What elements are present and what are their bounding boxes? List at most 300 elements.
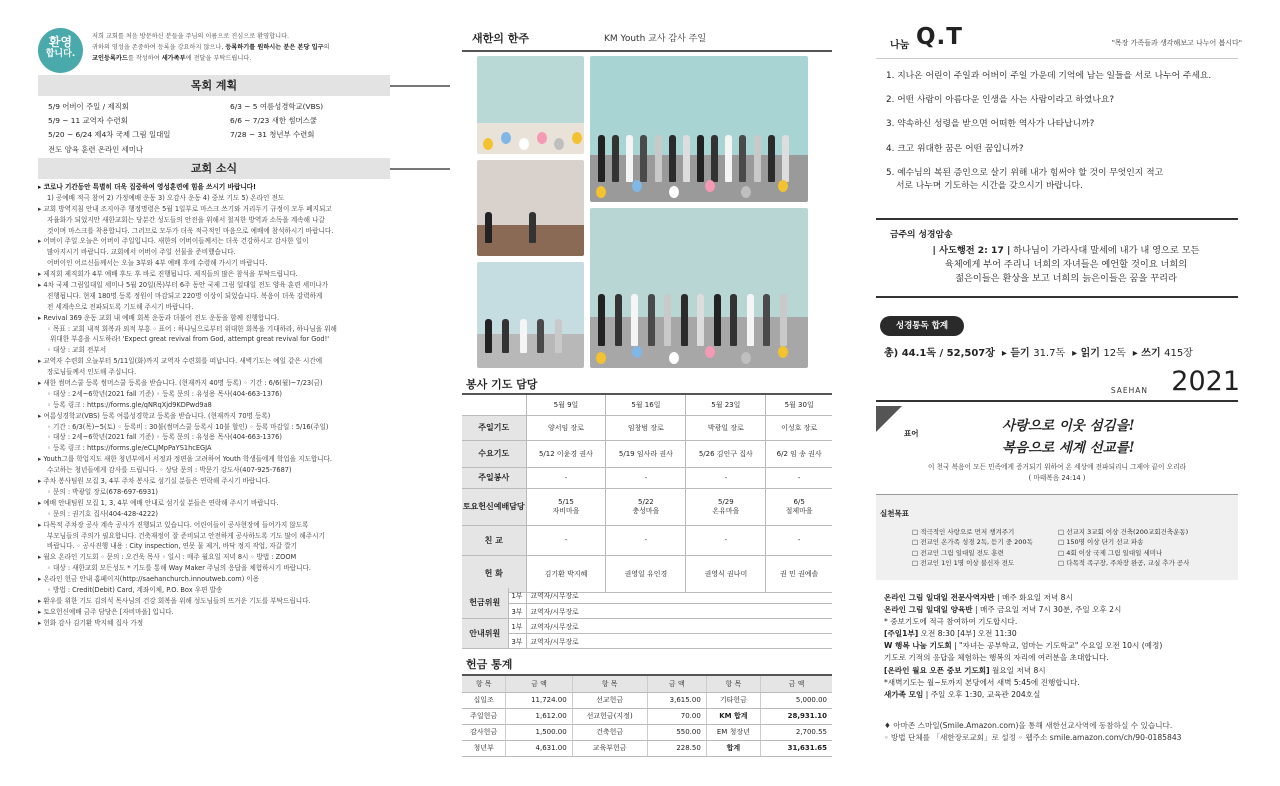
qt-question	[886, 167, 1236, 193]
goal-item: □ 적극적인 사랑으로 먼저 챙겨주기	[912, 528, 1015, 536]
qt-question	[886, 143, 1236, 156]
person-figure	[485, 212, 492, 243]
news-line: ▸ 환우를 위한 기도 김의석 목사님의 건강 회복을 위해 성도님들의 뜨거운 기도를 부탁드립니다.	[38, 596, 311, 605]
prayer-table	[462, 395, 832, 593]
memory-divider	[876, 296, 1238, 298]
prayer-title: 봉사 기도 담당	[466, 378, 538, 391]
right-column	[876, 0, 1242, 786]
qt-divider	[876, 58, 1238, 59]
bible-listen-value: 31.7독	[1033, 348, 1066, 359]
schedule-line	[884, 640, 1240, 652]
welcome-line3-d: 에 전달을 부탁드립니다.	[185, 55, 252, 62]
news-line: ◦ 대상 : 2세~6학년(2021 fall 기준) ◦ 등록 문의 : 유성용 목사(404-663-1376)	[47, 389, 282, 398]
photo-floor	[477, 334, 584, 368]
news-line: ▸ 코로나 기간동안 특별히 더욱 집중하여 영성훈련에 힘을 쓰시기 바랍니다!	[38, 183, 257, 191]
offering-row	[462, 740, 832, 756]
offering-item: 청년부	[462, 740, 506, 756]
offering-amount: 3,615.00	[647, 692, 706, 708]
motto-verse-text: 이 천국 복음이 모든 민족에게 증거되기 위하여 온 세상에 전파되리니 그제야 끝이 오리라	[927, 463, 1187, 471]
schedule-item: 5/20 ~ 6/24 제4차 국제 그림 일대일	[48, 130, 171, 140]
goal-item: □ 전교인 그림 일대일 전도 훈련	[912, 548, 1004, 557]
prayer-row-label: 헌 화	[462, 555, 526, 592]
department-members: 교역자/시무장로	[526, 618, 832, 633]
balloon-icon	[596, 352, 606, 364]
schedule-line-title: [온라인 월요 오픈 중보 기도회]	[884, 665, 990, 675]
person-figure	[780, 294, 787, 345]
news-line: ▸ Youth그룹 학업지도 새한 청년부에서 서정과 정편을 고려하여 Youth 학생들에게 학업을 지도합니다.	[38, 455, 333, 464]
offering-amount: 228.50	[647, 740, 706, 756]
photo-floor	[477, 123, 584, 154]
motto-line1: 사랑으로 이웃 섬김을!	[1002, 418, 1135, 434]
person-figure	[681, 294, 688, 345]
prayer-cell: -	[766, 525, 832, 555]
news-line: ▸ 4차 국제 그림일대일 세미나 5월 20일(목)부터 6주 동안 국제 그림 일대일 전도 양육 훈련 세미나가	[38, 281, 329, 290]
welcome-line3	[92, 53, 442, 64]
prayer-date: 5월 23일	[686, 395, 766, 415]
department-label: 안내위원	[462, 618, 508, 648]
balloon-icon	[705, 346, 715, 358]
offering-item: EM 청장년	[706, 724, 760, 740]
person-figure	[754, 135, 761, 182]
prayer-cell: 5/26 김인구 집사	[686, 440, 766, 467]
goals-row	[912, 558, 1232, 568]
schedule-row	[48, 114, 448, 128]
schedule-item: 5/9 어버이 주일 / 제직회	[48, 102, 129, 111]
event-photo	[590, 208, 808, 368]
news-line: 전 세계속으로 전파되도록 기도해 주시기 바랍니다.	[47, 302, 194, 311]
goals-title: 실천목표	[880, 509, 909, 518]
memory-verse-box	[876, 218, 1238, 294]
news-line: 바랍니다. ◦ 공사진행 내용 : City inspection, 연못 물 제거, 바닥 정지 작업, 자갈 깔기	[47, 542, 297, 551]
person-figure	[626, 135, 633, 182]
schedule-line-text: 기도로 기적의 응답을 체험하는 행복의 자리에 여러분을 초대합니다.	[884, 653, 1109, 663]
balloon-icon	[519, 138, 529, 150]
weekly-schedule	[884, 592, 1240, 701]
welcome-text	[92, 31, 442, 64]
feature-header	[472, 30, 822, 48]
offering-amount: 1,612.00	[506, 708, 572, 724]
year-divider	[876, 400, 1238, 402]
offering-amount: 31,631.65	[760, 740, 832, 756]
schedule-item: 6/6 ~ 7/23 새한 썸머스쿨	[230, 116, 317, 126]
prayer-cell: -	[766, 467, 832, 488]
schedule-line-title: 온라인 그림 일대일 양육반	[884, 605, 973, 615]
news-line: ▸ Revival 369 운동 교회 내 예배 회복 운동과 더불어 전도 운동을 함께 진행합니다.	[38, 313, 280, 322]
offering-amount: 11,724.00	[506, 692, 572, 708]
offering-item: 선교헌금	[572, 692, 647, 708]
left-column	[38, 0, 450, 786]
bible-write-label: ▸ 쓰기	[1132, 348, 1161, 359]
welcome-badge	[38, 28, 83, 73]
year-banner	[1042, 364, 1242, 398]
photo-wall	[477, 56, 584, 123]
motto-block	[876, 406, 1238, 488]
prayer-cell: 이성호 장로	[766, 415, 832, 440]
corner-triangle-icon	[876, 406, 902, 432]
offering-header: 항 목	[462, 676, 506, 692]
department-members: 교역자/시무장로	[526, 588, 832, 603]
news-line: ◦ 기간 : 6/3(목)~5(토) ◦ 등록비 : 30불(썸머스쿨 등록시 10불 할인) ◦ 등록 마감일 : 5/16(주일)	[47, 422, 329, 431]
schedule-line-title: 새가족 모임	[884, 689, 924, 699]
smile-line2: ◦ 방법 단체를 「새한장로교회」로 설정 ◦ 웹주소 smile.amazon.com/ch/90-0185843	[884, 733, 1182, 742]
prayer-cell: -	[526, 525, 606, 555]
goals-row	[912, 527, 1232, 537]
prayer-row-label: 주일봉사	[462, 467, 526, 488]
person-figure	[631, 294, 638, 345]
prayer-cell: 6/5 절제마을	[766, 488, 832, 525]
news-title: 교회 소식	[38, 158, 390, 179]
person-figure	[763, 294, 770, 345]
balloon-icon	[778, 180, 788, 192]
balloon-icon	[483, 138, 493, 150]
department-label: 헌금위원	[462, 588, 508, 618]
news-line: ◦ 문의 : 권기호 집사(404-428-4222)	[47, 509, 158, 518]
balloon-icon	[778, 346, 788, 358]
offering-amount: 4,631.00	[506, 740, 572, 756]
person-figure	[502, 319, 509, 353]
bible-reading-badge: 성경통독 합계	[880, 316, 964, 336]
offering-item: 선교헌금(지정)	[572, 708, 647, 724]
offering-item: 건축헌금	[572, 724, 647, 740]
balloon-icon	[669, 186, 679, 198]
qt-question	[886, 118, 1236, 131]
goal-item: □ 4회 이상 국제 그림 일대일 세미나	[1058, 548, 1163, 557]
news-line: ▸ 여름성경학교(VBS) 등록 여름성경학교 등록을 받습니다. (현재까지 70명 등록)	[38, 411, 271, 420]
schedule-line-text: *새벽기도는 월~토까지 본당에서 새벽 5:45에 진행합니다.	[884, 677, 1080, 687]
offering-amount: 1,500.00	[506, 724, 572, 740]
prayer-row	[462, 555, 832, 592]
prayer-row-label: 친 교	[462, 525, 526, 555]
offering-amount: 28,931.10	[760, 708, 832, 724]
person-figure	[683, 135, 690, 182]
offering-row	[462, 724, 832, 740]
department-row	[462, 588, 832, 603]
schedule-row	[48, 128, 448, 142]
prayer-cell: -	[526, 467, 606, 488]
schedule-item: 5/9 ~ 11 교역자 수련회	[48, 116, 128, 126]
prayer-cell: 박광일 장로	[686, 415, 766, 440]
goal-item: □ 150명 이상 단기 선교 파송	[1058, 538, 1144, 547]
department-table	[462, 588, 832, 649]
qt-title: Q.T	[916, 24, 963, 50]
news-line: 자율화가 되었지만 새한교회는 당분간 성도들의 안전을 위해서 철저한 방역과 소독을 계속해 나갈	[47, 215, 325, 224]
prayer-row	[462, 488, 832, 525]
news-line: 진행됩니다. 현재 180명 등록 정원이 마감되고 220명 이상이 되었습니다. 복음이 더욱 강력하게	[47, 291, 323, 300]
news-line: 1) 공예배 적극 참여 2) 가정예배 운동 3) 오감사 운동 4) 중보 기도 5) 온라인 전도	[47, 193, 285, 202]
person-figure	[664, 294, 671, 345]
news-line: ◦ 대상 : 2세~6학년(2021 fall 기준) ◦ 등록 문의 : 유성용 목사(404-663-1376)	[47, 433, 282, 442]
offering-item: 합계	[706, 740, 760, 756]
department-service: 1부	[508, 588, 526, 603]
person-figure	[711, 135, 718, 182]
welcome-line2-a: 귀하의 영성을 존중하여 등록을 강요하지 않으나,	[92, 44, 226, 51]
news-line: ◦ 방법 : Credit(Debit) Card, 계좌이체, P.O. Box 우편 발송	[47, 585, 223, 594]
news-line: ◦ 목표 : 교회 내적 회복과 외적 부흥 ◦ 표어 : 하나님으로부터 위대한 회복을 기대하라, 하나님을 위해	[47, 324, 337, 333]
prayer-row	[462, 525, 832, 555]
schedule-line	[884, 677, 1240, 689]
offering-header: 금 액	[760, 676, 832, 692]
news-line: ▸ 어버이 주일 오늘은 어버이 주일입니다. 새한의 어버이들께서는 더욱 건강하시고 감사한 일이	[38, 237, 309, 246]
goals-row	[912, 548, 1232, 558]
memory-line1-text: 하나님이 가라사대 말세에 내가 내 영으로 모든	[1010, 245, 1200, 256]
qt-question	[886, 94, 1236, 107]
schedule-line-text: 오전 8:30 [4부] 오전 11:30	[918, 629, 1017, 639]
news-line: ◦ 등록 링크 : https://forms.gle/qNRqXjd9KDPwd9a8	[47, 400, 212, 409]
welcome-badge-line2: 합니다.	[45, 49, 76, 59]
schedule-item: 7/28 ~ 31 청년부 수련회	[230, 130, 315, 140]
person-figure	[714, 294, 721, 345]
offering-title: 헌금 통계	[466, 658, 513, 671]
welcome-block	[38, 28, 450, 72]
offering-item: KM 합계	[706, 708, 760, 724]
person-figure	[612, 135, 619, 182]
department-service: 3부	[508, 603, 526, 618]
person-figure	[640, 135, 647, 182]
offering-amount: 70.00	[647, 708, 706, 724]
schedule-line	[884, 665, 1240, 677]
church-name-label: SAEHAN	[1110, 386, 1148, 395]
department-row	[462, 618, 832, 633]
offering-header: 항 목	[706, 676, 760, 692]
news-line: ◦ 대상 : 새한교회 모든성도 * 기도를 통해 Way Maker 주님의 응답을 체험하시기 바랍니다.	[47, 564, 311, 573]
person-figure	[529, 212, 536, 243]
bible-write-value: 415장	[1164, 348, 1193, 359]
feature-title: 새한의 한주	[472, 32, 529, 45]
news-line: 장로님들께서 인도해 주십니다.	[47, 368, 137, 377]
schedule-line	[884, 616, 1240, 628]
memory-title: 금주의 성경암송	[890, 230, 953, 240]
person-figure	[648, 294, 655, 345]
offering-item: 기타헌금	[706, 692, 760, 708]
prayer-cell: 임창범 장로	[606, 415, 686, 440]
qt-question-text: 5. 예수님의 복된 증인으로 살기 위해 내가 힘써야 할 것이 무엇인지 적고	[886, 167, 1164, 178]
prayer-cell: 5/19 임사라 권사	[606, 440, 686, 467]
news-line: ◦ 문의 : 박광일 장로(678-697-6931)	[47, 487, 158, 496]
prayer-cell: -	[606, 467, 686, 488]
memory-line2: 육체에게 부어 주리니 너희의 자녀들은 예언할 것이요 너희의	[944, 259, 1188, 270]
department-row	[462, 603, 832, 618]
prayer-cell: 권영일 유인경	[606, 555, 686, 592]
offering-amount: 550.00	[647, 724, 706, 740]
person-figure	[615, 294, 622, 345]
schedule-line-text: 월요일 저녁 8시	[989, 665, 1046, 675]
news-line: ◦ 등록 링크 : https://forms.gle/eCLJMpPaYS1hcEGJA	[47, 444, 212, 453]
goal-item: □ 전교인 온가족 성경 2독, 듣기 중 200독	[912, 538, 1033, 547]
middle-column	[462, 0, 832, 786]
news-line: ▸ 온라인 헌금 안내 홈페이지(http://saehanchurch.innoutweb.com) 이용	[38, 575, 260, 584]
offering-amount: 5,000.00	[760, 692, 832, 708]
pastoral-title: 목회 계획	[38, 75, 390, 96]
goal-item: □ 전교인 1인 1명 이상 불신자 전도	[912, 559, 1015, 568]
feature-subtitle: KM Youth 교사 감사 주일	[604, 34, 707, 44]
prayer-row-label: 수요기도	[462, 440, 526, 467]
schedule-item	[230, 143, 440, 157]
schedule-line	[884, 592, 1240, 604]
prayer-header-row	[462, 395, 832, 415]
news-line: ▸ 다목적 주차장 공사 계속 공사가 진행되고 있습니다. 어린이들이 공사현장에 들어가지 않도록	[38, 520, 309, 529]
schedule-line-text: | 매주 화요일 저녁 8시	[994, 593, 1073, 602]
schedule-item: 6/3 ~ 5 여름성경학교(VBS)	[230, 102, 324, 111]
prayer-cell: -	[686, 525, 766, 555]
news-line: ▸ 교역자 수련회 오늘부터 5/11일(화)까지 교역자 수련회를 떠납니다. 새벽기도는 예일 같은 시간에	[38, 357, 323, 366]
person-figure	[669, 135, 676, 182]
memory-text	[896, 244, 1236, 286]
prayer-date: 5월 9일	[526, 395, 606, 415]
schedule-line	[884, 689, 1240, 701]
welcome-line2-c: 의	[323, 44, 330, 51]
person-figure	[739, 135, 746, 182]
event-photo	[477, 262, 584, 368]
bible-listen-label: ▸ 듣기	[1001, 348, 1030, 359]
motto-verse-ref: ( 마태복음 24:14 )	[1028, 474, 1086, 482]
photo-wall	[477, 262, 584, 334]
offering-item: 감사헌금	[462, 724, 506, 740]
offering-header-row	[462, 676, 832, 692]
person-figure	[697, 294, 704, 345]
qt-question-list	[886, 70, 1236, 204]
person-figure	[555, 319, 562, 353]
offering-item: 주일헌금	[462, 708, 506, 724]
news-line: ▸ 헌화 감사 김기환 박지혜 집사 가정	[38, 618, 144, 627]
prayer-row	[462, 467, 832, 488]
news-line: ▸ 주차 봉사팀원 모집 3, 4부 주차 봉사로 섬기실 분들은 연락해 주시기 바랍니다.	[38, 477, 271, 486]
news-line: 부모님들의 주의가 필요합니다. 건축재정이 잘 준비되고 안전하게 공사하도록 기도 많이 해주시기	[47, 531, 325, 540]
bible-read-value: 12독	[1103, 348, 1126, 359]
qt-question-text: 4. 크고 위대한 꿈은 어떤 꿈입니까?	[886, 143, 1024, 154]
prayer-cell: -	[606, 525, 686, 555]
prayer-cell: -	[686, 467, 766, 488]
offering-header: 금 액	[647, 676, 706, 692]
prayer-cell: 권영식 권나미	[686, 555, 766, 592]
event-photo	[477, 160, 584, 256]
news-line: 많아지시기 바랍니다. 교회에서 어버이 주일 선물을 준비했습니다.	[47, 248, 236, 257]
qt-prefix: 나눔	[890, 40, 910, 51]
event-photo	[477, 56, 584, 154]
prayer-cell: 6/2 임 송 권사	[766, 440, 832, 467]
schedule-line-text: | 매주 금요일 저녁 7시 30분, 주일 오후 2시	[972, 605, 1122, 615]
schedule-line	[884, 604, 1240, 616]
amazon-smile-notice	[884, 720, 1240, 744]
motto-verse	[876, 462, 1238, 484]
prayer-cell: 5/15 자비마을	[526, 488, 606, 525]
news-line: ▸ 예배 안내팀원 모집 1, 3, 4부 예배 안내로 섬기실 분들은 연락해 주시기 바랍니다.	[38, 498, 279, 507]
welcome-line2	[92, 42, 442, 53]
prayer-date: 5월 16일	[606, 395, 686, 415]
offering-row	[462, 708, 832, 724]
person-figure	[537, 319, 544, 353]
welcome-line3-c: 새가족부	[161, 55, 186, 62]
person-figure	[747, 294, 754, 345]
feature-divider	[462, 50, 832, 52]
goal-item: □ 다목적 족구장, 주차장 완공, 교실 추가 공사	[1058, 559, 1190, 568]
goal-item: □ 선교지 3교회 이상 건축(200교회건축운동)	[1058, 528, 1189, 536]
news-line: ▸ 토요헌신예배 금주 담당은 [자비마을] 입니다.	[38, 607, 174, 616]
smile-line1: ♦ 아마존 스마일(Smile.Amazon.com)을 통해 새한선교사역에 동참하실 수 있습니다.	[884, 721, 1173, 730]
schedule-line	[884, 652, 1240, 664]
offering-item: 십일조	[462, 692, 506, 708]
person-figure	[655, 135, 662, 182]
year-value: 2021	[1171, 366, 1240, 397]
goals-box	[876, 494, 1238, 580]
news-line: ▸ 교회 방역지침 안내 조지아주 행정명령은 5월 1일부로 마스크 쓰기와 거리두기 규정이 모두 폐지되고	[38, 204, 332, 213]
news-line: 수고하는 청년들에게 감사를 드립니다. ◦ 상담 문의 : 박문기 강도사(407-925-7687)	[47, 466, 292, 475]
schedule-item: 전도 양육 훈련 온라인 세미나	[48, 144, 144, 154]
news-line: ◦ 대상 : 교회 전부서	[47, 346, 107, 355]
schedule-line-text: * 중보기도에 적극 참여하여 기도합시다.	[884, 617, 1018, 627]
qt-header	[890, 24, 1242, 54]
qt-question	[886, 70, 1236, 83]
person-figure	[725, 135, 732, 182]
prayer-cell: 권 민 권예솔	[766, 555, 832, 592]
offering-row	[462, 692, 832, 708]
welcome-line3-a: 교인등록카드	[92, 55, 128, 62]
schedule-row	[48, 100, 448, 114]
goals-row	[912, 537, 1232, 547]
pastoral-schedule	[48, 100, 448, 157]
offering-amount: 2,700.55	[760, 724, 832, 740]
balloon-icon	[669, 352, 679, 364]
welcome-line2-b: 등록하기를 원하시는 분은 본당 입구	[225, 44, 324, 51]
person-figure	[598, 135, 605, 182]
offering-header: 항 목	[572, 676, 647, 692]
schedule-line-text: | 주일 오후 1:30, 교육관 204호실	[923, 689, 1041, 699]
person-figure	[485, 319, 492, 353]
prayer-row-label: 주일기도	[462, 415, 526, 440]
motto-line2: 복음으로 세계 선교를!	[1002, 440, 1135, 456]
qt-question-continued: 서로 나누며 기도하는 시간을 갖으시기 바랍니다.	[896, 180, 1083, 191]
schedule-line-text: | "자녀는 공부학교, 엄마는 기도학교" 수요일 오전 10시 (예정)	[951, 641, 1163, 651]
prayer-cell: 양서임 장로	[526, 415, 606, 440]
schedule-row	[48, 143, 448, 157]
welcome-line3-b: 를 작성하여	[127, 55, 162, 62]
news-line: ▸ 제직회 제직회가 4부 예배 후도 후 바로 진행됩니다. 제직들의 많은 참석을 부탁드립니다.	[38, 270, 298, 279]
schedule-line-title: [주일1부]	[884, 629, 919, 639]
prayer-cell: 김기환 박지혜	[526, 555, 606, 592]
person-figure	[598, 294, 605, 345]
balloon-icon	[596, 186, 606, 198]
news-line: 것이며 마스크를 착용합니다. 그러므로 모두가 더욱 적극적인 마음으로 예배에 참석하시기 바랍니다.	[47, 226, 334, 235]
offering-header: 금 액	[506, 676, 572, 692]
balloon-icon	[537, 132, 547, 144]
schedule-line-title: 온라인 그림 일대일 전문사역자반	[884, 593, 995, 602]
balloon-icon	[705, 180, 715, 192]
prayer-header-blank	[462, 395, 526, 415]
prayer-date: 5월 30일	[766, 395, 832, 415]
person-figure	[730, 294, 737, 345]
prayer-row-label: 토요헌신예배담당	[462, 488, 526, 525]
church-news	[38, 182, 450, 629]
prayer-cell: 5/12 이윤경 권사	[526, 440, 606, 467]
bible-total: 총) 44.1독 / 52,507장	[884, 348, 995, 359]
person-figure	[520, 319, 527, 353]
motto-label: 표어	[904, 429, 919, 438]
qt-question-text: 3. 약속하신 성령을 받으면 어떠한 역사가 나타납니까?	[886, 119, 1095, 130]
event-photo	[590, 56, 808, 202]
department-members: 교역자/시무장로	[526, 633, 832, 648]
balloon-icon	[501, 132, 511, 144]
qt-note: "목장 가족들과 생각해보고 나누어 봅시다"	[1111, 39, 1242, 47]
person-figure	[697, 135, 704, 182]
department-service: 3부	[508, 633, 526, 648]
news-line: 위대한 부흥을 시도하라! 'Expect great revival from God, attempt great revival for God!'	[50, 335, 330, 344]
goals-grid	[912, 527, 1232, 569]
qt-question-text: 1. 지나온 어린이 주일과 어버이 주일 가운데 기억에 남는 일들을 서로 나누어 주세요.	[886, 71, 1212, 81]
department-service: 1부	[508, 618, 526, 633]
bible-reading-stats	[884, 344, 1193, 359]
prayer-cell: 5/22 충성마을	[606, 488, 686, 525]
news-line: 어버이인 어르신들께서는 오늘 3부와 4부 예배 후에 수령해 가시기 바랍니다.	[47, 259, 268, 268]
welcome-badge-line1: 환영	[48, 35, 73, 49]
